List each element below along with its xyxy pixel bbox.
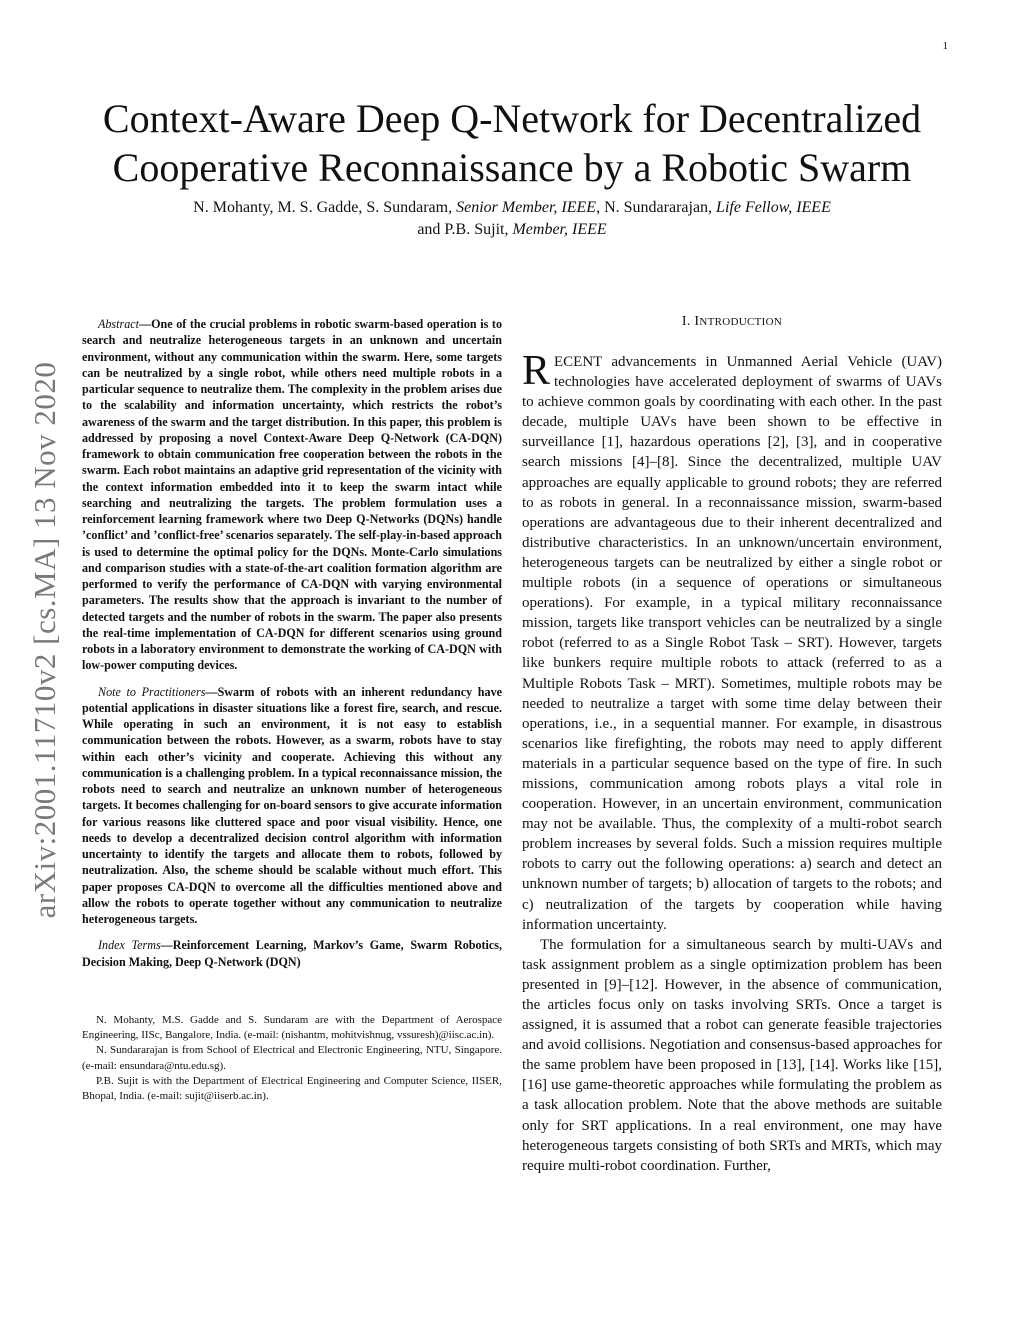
footnote: N. Sundararajan is from School of Electrical and Electronic Engineering, NTU, Singapore. (e-mail: ensundara@ntu.edu.sg). — [82, 1044, 502, 1072]
index-terms-text: —Reinforcement Learning, Markov’s Game, Swarm Robotics, Decision Making, Deep Q-Network (DQN) — [82, 938, 502, 969]
title-line-2: Cooperative Reconnaissance by a Robotic Swarm — [112, 145, 912, 190]
note-paragraph — [82, 684, 502, 928]
arxiv-stamp-container — [27, 340, 62, 940]
abstract-text: —One of the crucial problems in robotic swarm-based operation is to search and neutralize heterogeneous targets in an unknown and uncertain environment, without any communication within the swarm. Here, some targets can be neutralized by a single robot, while others need multiple robots in a particular sequence to neutralize them. The complexity in the problem arises due to the scalability and information uncertainty, which restricts the robot’s awareness of the swarm and the target distribution. In this paper, this problem is addressed by proposing a novel Context-Aware Deep Q-Network (CA-DQN) framework to obtain communication free cooperation between the robots in the swarm. Each robot maintains an adaptive grid representation of the vicinity with the context information embedded into it to keep the swarm intact while searching and neutralizing the targets. The problem formulation uses a reinforcement learning framework where two Deep Q-Networks (DQNs) handle ’conflict’ and ’conflict-free’ scenarios separately. The self-play-in-based approach is used to determine the optimal policy for the DQNs. Monte-Carlo simulations and comparison studies with a state-of-the-art coalition formation algorithm are performed to verify the performance of CA-DQN with varying environmental parameters. The results show that the approach is invariant to the number of detected targets and the number of robots in the swarm. The paper also presents the real-time implementation of CA-DQN for different scenarios using ground robots in a laboratory environment to demonstrate the working of CA-DQN with low-power computing devices. — [82, 317, 502, 673]
author-role-2: Life Fellow, IEEE — [716, 199, 831, 216]
abstract-paragraph — [82, 316, 502, 674]
abstract-block — [82, 316, 502, 970]
footnote: N. Mohanty, M.S. Gadde and S. Sundaram are with the Department of Aerospace Engineering, IISc, Bangalore, India. (e-mail: (nishantm, mohitvishnug, vssuresh)@iisc.ac.in). — [82, 1013, 502, 1042]
section-heading — [522, 314, 942, 330]
author-names-1: N. Mohanty, M. S. Gadde, S. Sundaram, — [193, 199, 453, 216]
note-text: —Swarm of robots with an inherent redundancy have potential applications in disaster situations like a forest fire, search, and rescue. While operating in such an environment, it is not easy to establish communication between the robots. However, as a swarm, robots have to stay within each other’s vicinity and cooperate. Achieving this without any communication is a challenging problem. In a typical reconnaissance mission, the robots need to search and neutralize an unknown number of heterogeneous targets. It becomes challenging for on-board sensors to give accurate information for various reasons like cluttered space and poor visual visibility. Hence, one needs to develop a decentralized decision control algorithm with information uncertainty to identify the targets and allocate them to robots, followed by neutralization. Also, the scheme should be scalable without much effort. This paper proposes CA-DQN to overcome all the difficulties mentioned above and allow the robots to operate together without any communication to neutralize heterogeneous targets. — [82, 684, 502, 926]
body-paragraph: The formulation for a simultaneous search by multi-UAVs and task assignment problem as a single optimization problem has been presented in [9]–[12]. However, in the absence of communication, the articles focus only on tasks involving SRTs. Once a target is assigned, it is assumed that a robot can generate feasible trajectories and avoid collisions. Negotiation and consensus-based approaches for the same problem have been proposed in [13], [14]. Works like [15], [16] use game-theoretic approaches while formulating the problem as a task allocation problem. Note that the above methods are suitable only for SRT applications. In a real environment, one may have heterogeneous targets consisting of both SRTs and MRTs, which may require multi-robot coordination. Further, — [522, 936, 942, 1174]
section-body — [522, 348, 942, 1176]
author-role-1: Senior Member, IEEE — [456, 199, 597, 216]
abstract-label: Abstract — [98, 317, 139, 331]
author-names-2: , N. Sundararajan, — [596, 199, 713, 216]
index-terms-label: Index Terms — [98, 938, 161, 953]
arxiv-stamp[interactable]: arXiv:2001.11710v2 [cs.MA] 13 Nov 2020 — [27, 361, 62, 919]
footnotes — [82, 1013, 502, 1105]
paper-title — [0, 94, 1024, 192]
section-title-caps: NTRODUCTION — [699, 316, 783, 328]
note-label: Note to Practitioners — [98, 684, 206, 699]
body-paragraph — [522, 348, 942, 935]
author-names-3: and P.B. Sujit, — [417, 221, 509, 238]
index-terms-paragraph — [82, 937, 502, 970]
left-column — [82, 316, 502, 1105]
right-column — [522, 314, 942, 1176]
section-numeral: I. I — [681, 314, 700, 329]
page-number: 1 — [942, 40, 948, 52]
title-line-1: Context-Aware Deep Q-Network for Decentralized — [102, 96, 922, 141]
drop-cap: R — [522, 348, 551, 394]
author-line-1 — [0, 197, 1024, 219]
paragraph-1-text: advancements in Unmanned Aerial Vehicle (UAV) technologies have accelerated deployment of swarms of UAVs to achieve common goals by coordinating with each other. In the past decade, multiple UAVs have been shown to be effective in surveillance [1], hazardous operations [2], [3], and in cooperative search missions [4]–[8]. Since the decentralized, multiple UAV approaches are equally applicable to ground robots; they are referred to as robots in general. In a reconnaissance mission, swarm-based operations are advantageous due to their inherent decentralized and distributive characteristics. In an unknown/uncertain environment, heterogeneous targets can be neutralized by either a single robot or multiple robots (in a sequence of operations or simultaneous operations). For example, in a typical military reconnaissance mission, targets like transport vehicles can be neutralized by a single robot (referred to as a Single Robot Task – SRT). However, targets like bunkers require multiple robots to attack (referred to as a Multiple Robots Task – MRT). Sometimes, multiple robots may be needed to neutralize a target with some time delay between their operations, i.e., in a sequential manner. For example, in disastrous scenarios like firefighting, the robots may need to apply different materials in a particular sequence based on the type of fire. In such missions, communication among robots plays a vital role in cooperation. However, in an uncertain environment, communication may not be available. Thus, the complexity of a multi-robot search problem increases by several folds. Such a mission requires multiple robots to carry out the following operations: a) search and detect an unknown number of targets; b) allocation of targets to the robots; and c) neutralization of the targets by cooperation while having information uncertainty. — [522, 354, 942, 933]
author-line-2 — [0, 219, 1024, 241]
author-block — [0, 197, 1024, 241]
footnote: P.B. Sujit is with the Department of Electrical Engineering and Computer Science, IISER, Bhopal, India. (e-mail: sujit@iiserb.ac.in). — [82, 1074, 502, 1103]
author-role-3: Member, IEEE — [512, 221, 607, 238]
first-word: ECENT — [554, 354, 603, 370]
